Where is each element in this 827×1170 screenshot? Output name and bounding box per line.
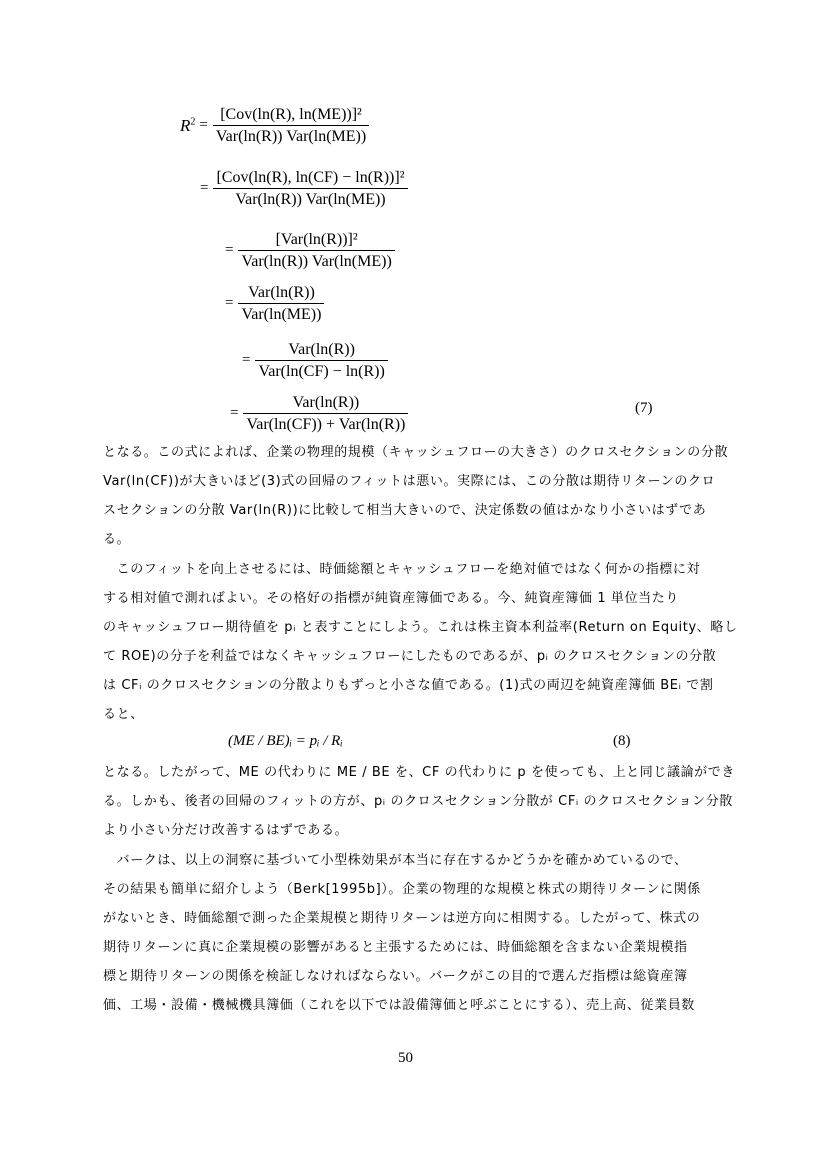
equation-number-8: (8)	[613, 733, 631, 749]
fraction-bar	[255, 360, 387, 361]
equation-row-2	[200, 168, 408, 209]
fraction	[213, 105, 369, 146]
text-line: がないとき、時価総額で測った企業規模と期待リターンは逆方向に相関する。したがって、株式の	[103, 911, 701, 926]
page-number: 50	[398, 1050, 413, 1066]
equals-sign: =	[242, 352, 251, 368]
fraction-numerator: [Var(ln(R))]²	[275, 231, 358, 248]
fraction-bar	[213, 188, 407, 189]
equation-row-5	[242, 340, 388, 381]
text-line: より小さい分だけ改善するはずである。	[103, 823, 349, 838]
text-line: スセクションの分散 Var(ln(R))に比較して相当大きいので、決定係数の値はかなり小さいはずであ	[103, 503, 707, 518]
fraction	[238, 230, 394, 271]
fraction	[213, 168, 407, 209]
equation-8: (ME / BE)ᵢ = pᵢ / Rᵢ	[228, 733, 343, 749]
fraction-denominator: Var(ln(R)) Var(ln(ME))	[241, 253, 392, 270]
fraction-numerator: Var(ln(R))	[292, 394, 360, 411]
text-line: となる。この式によれば、企業の物理的規模（キャッシュフローの大きさ）のクロスセクションの分散	[103, 445, 729, 460]
text-line: する相対値で測ればよい。その格好の指標が純資産簿価である。今、純資産簿価 1 単位当たり	[103, 591, 679, 606]
fraction-denominator: Var(ln(R)) Var(ln(ME))	[215, 128, 367, 145]
equals-sign: =	[200, 180, 209, 196]
text-line: このフィットを向上させるには、時価総額とキャッシュフローを絶対値ではなく何かの指標に対	[103, 562, 701, 577]
fraction	[238, 283, 324, 324]
equation-row-6	[230, 393, 408, 434]
equals-sign: =	[225, 242, 234, 258]
fraction-bar	[238, 250, 394, 251]
equation-row-3	[225, 230, 395, 271]
fraction	[255, 340, 387, 381]
text-line: 標と期待リターンの関係を検証しなければならない。バークがこの目的で選んだ指標は総資産簿	[103, 969, 688, 984]
equals-sign: =	[199, 117, 208, 133]
fraction	[243, 393, 408, 434]
text-line: 価、工場・設備・機械機具簿価（これを以下では設備簿価と呼ぶことにする）、売上高、従業員数	[103, 998, 695, 1013]
fraction-bar	[243, 413, 408, 414]
fraction-numerator: Var(ln(R))	[288, 341, 355, 358]
text-line: る。	[103, 532, 131, 547]
text-line: のキャッシュフロー期待値を pᵢ と表すことにしよう。これは株主資本利益率(Return on Equity、略し	[103, 620, 738, 635]
text-line: となる。したがって、ME の代わりに ME / BE を、CF の代わりに p を使っても、上と同じ議論ができ	[103, 765, 735, 780]
fraction-denominator: Var(ln(CF)) + Var(ln(R))	[246, 416, 406, 433]
fraction-numerator: [Cov(ln(R), ln(CF) − ln(R))]²	[216, 169, 405, 186]
fraction-numerator: [Cov(ln(R), ln(ME))]²	[220, 106, 362, 123]
fraction-denominator: Var(ln(ME))	[241, 306, 322, 323]
text-line: バークは、以上の洞察に基づいて小型株効果が本当に存在するかどうかを確かめているので、	[103, 853, 688, 868]
text-line: ると、	[103, 707, 144, 722]
fraction-denominator: Var(ln(CF) − ln(R))	[258, 363, 385, 380]
equals-sign: =	[225, 295, 234, 311]
text-line: は CFᵢ のクロスセクションの分散よりもずっと小さな値である。(1)式の両辺を純資産簿価 BEᵢ で割	[103, 678, 714, 693]
text-line: る。しかも、後者の回帰のフィットの方が、pᵢ のクロスセクション分散が CFᵢ のクロスセクション分散	[103, 794, 733, 809]
fraction-bar	[213, 125, 369, 126]
fraction-bar	[238, 303, 324, 304]
text-line: Var(ln(CF))が大きいほど(3)式の回帰のフィットは悪い。実際には、この分散は期待リターンのクロ	[103, 474, 716, 489]
text-line: その結果も簡単に紹介しよう（Berk[1995b]）。企業の物理的な規模と株式の期待リターンに関係	[103, 882, 701, 897]
equation-lhs: $R^2$	[180, 115, 196, 135]
equals-sign: =	[230, 405, 239, 421]
fraction-denominator: Var(ln(R)) Var(ln(ME))	[235, 191, 386, 208]
equation-block-7	[180, 105, 740, 435]
fraction-numerator: Var(ln(R))	[248, 284, 315, 301]
equation-row-4	[225, 283, 324, 324]
equation-number-7: (7)	[635, 400, 653, 416]
equation-row-1	[180, 105, 369, 146]
text-line: て ROE)の分子を利益ではなくキャッシュフローにしたものであるが、pᵢ のクロスセクションの分散	[103, 649, 717, 664]
text-line: 期待リターンに真に企業規模の影響があると主張するためには、時価総額を含まない企業規模指	[103, 940, 688, 955]
